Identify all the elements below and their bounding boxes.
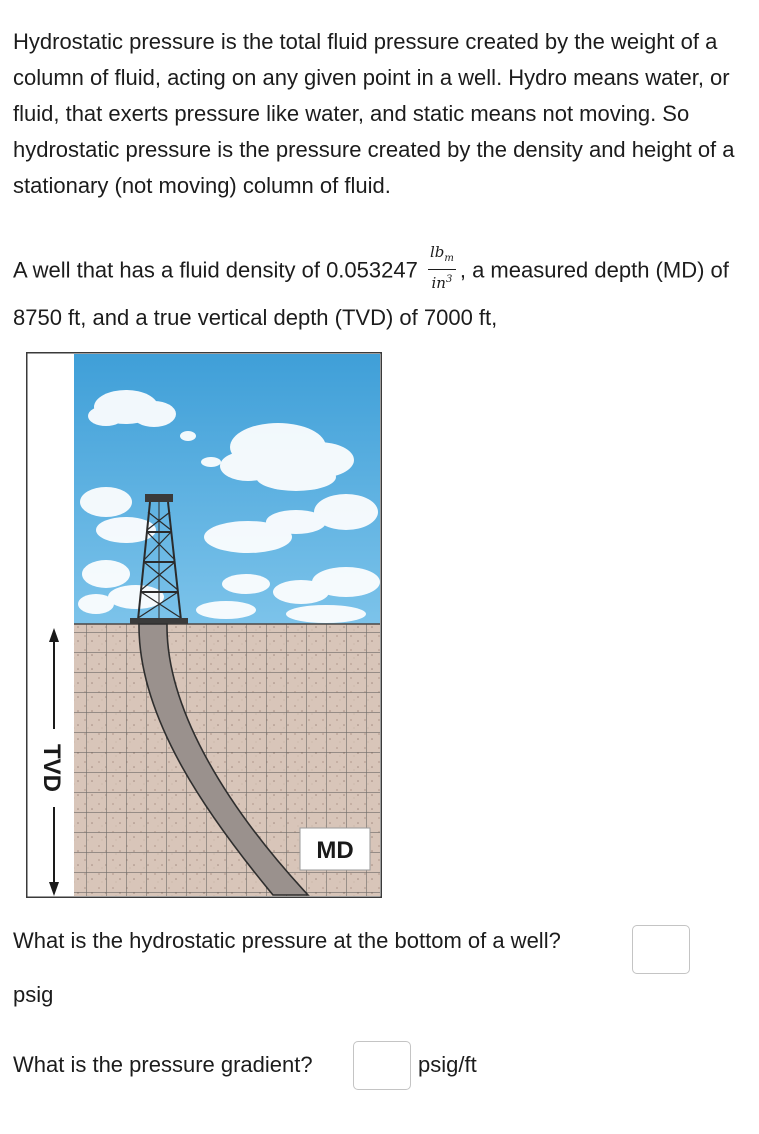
md-label: MD [316,837,354,864]
pressure-gradient-input[interactable] [353,1041,411,1090]
question-1-text: What is the hydrostatic pressure at the bottom of a well? [13,928,561,953]
question-1-unit: psig [13,982,54,1007]
given-values-paragraph [13,243,748,340]
unit-numerator: $lb_m$ [428,243,456,270]
well-diagram [26,352,382,898]
question-2-unit: psig/ft [418,1052,477,1077]
intro-paragraph: Hydrostatic pressure is the total fluid pressure created by the weight of a column of fluid, acting on any given point in a well. Hydro means water, or fluid, that exerts pressure like water, and static means not moving. So hydrostatic pressure is the pressure created by the density and height of a stationary (not moving) column of fluid. [13,29,735,198]
tvd-label: TVD [38,744,65,792]
given-text-after-unit: , a measured depth (MD) of 8750 ft, and a true vertical depth (TVD) of 7000 ft, [13,257,729,330]
given-text-before-unit: A well that has a fluid density of 0.053247 [13,257,418,283]
unit-denominator: $in^3$ [431,274,453,292]
density-unit-fraction [428,243,456,292]
question-2-text: What is the pressure gradient? [13,1052,313,1077]
hydrostatic-pressure-input[interactable] [632,925,690,974]
